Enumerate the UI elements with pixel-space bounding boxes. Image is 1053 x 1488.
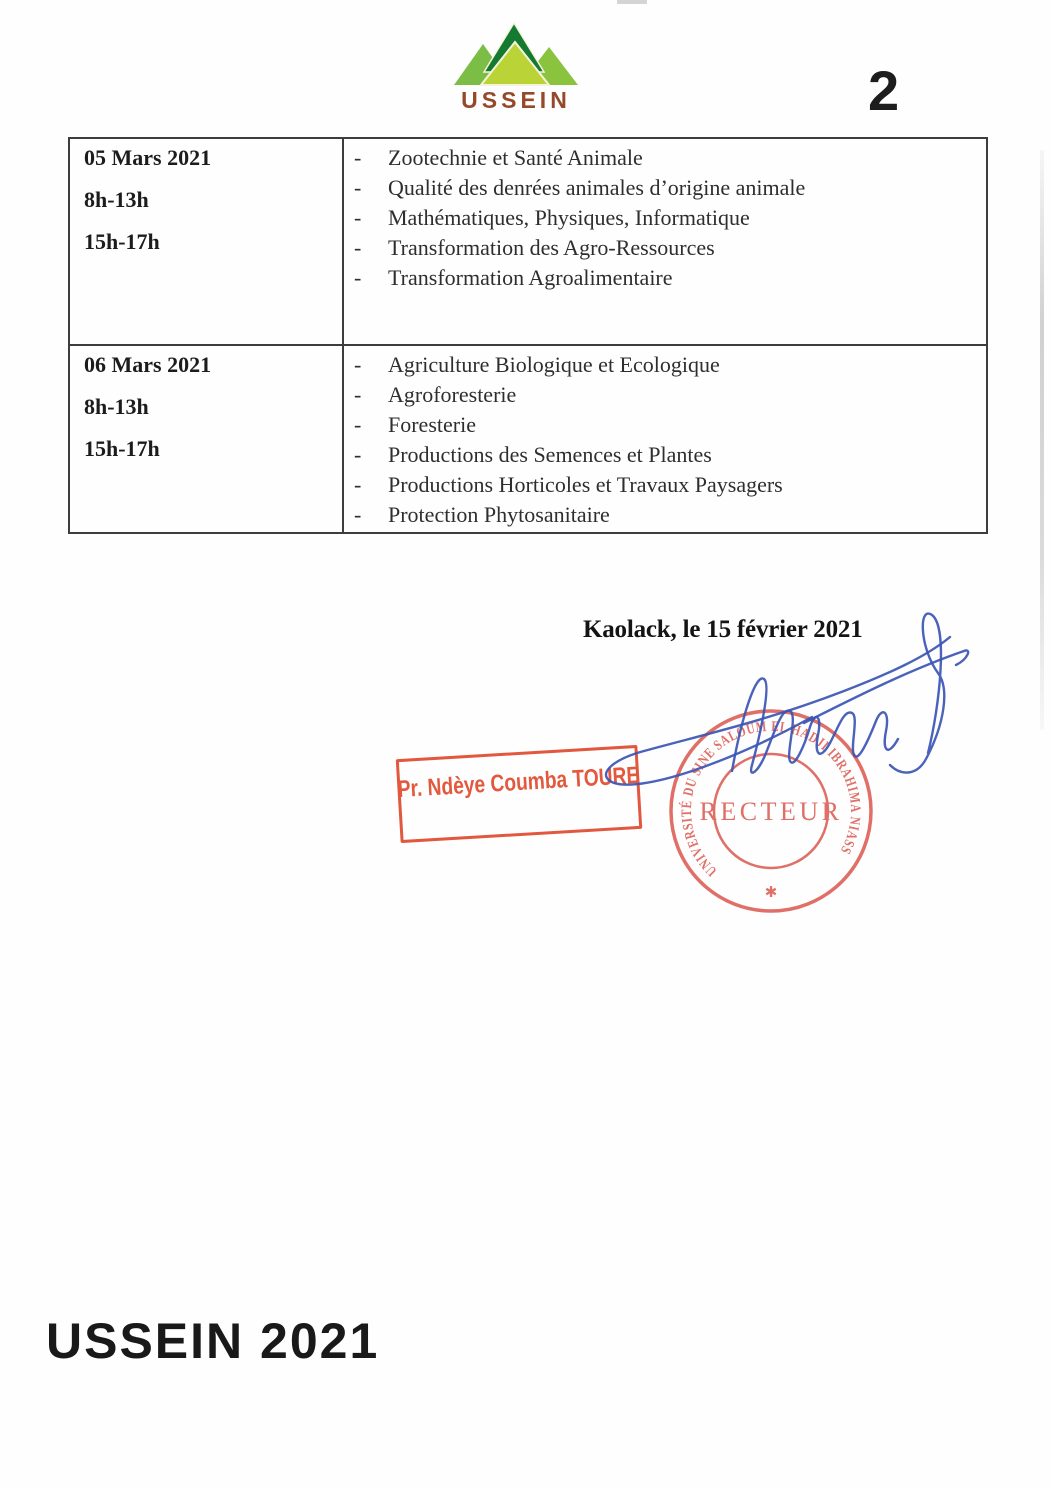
subject-label: Agroforesterie <box>388 382 517 407</box>
subject-label: Transformation Agroalimentaire <box>388 265 673 290</box>
subject-label: Productions Horticoles et Travaux Paysagers <box>388 472 783 497</box>
scan-artifact-top <box>617 0 647 4</box>
time-label: 15h-17h <box>84 436 160 461</box>
subject-label: Protection Phytosanitaire <box>388 502 610 527</box>
ussein-logo <box>446 22 586 114</box>
dateline: Kaolack, le 15 février 2021 <box>583 616 863 643</box>
dash-bullet: - <box>354 442 362 467</box>
dash-bullet: - <box>354 472 362 497</box>
dash-bullet: - <box>354 145 362 170</box>
dash-bullet: - <box>354 205 362 230</box>
table-row <box>69 345 987 533</box>
subject-label: Foresterie <box>388 412 476 437</box>
mountains-icon <box>454 22 578 86</box>
table-row <box>69 138 987 345</box>
subjects-cell <box>343 345 987 533</box>
footer-title: USSEIN 2021 <box>46 1313 380 1369</box>
scan-edge-shadow <box>1040 150 1044 730</box>
subject-label: Agriculture Biologique et Ecologique <box>388 352 720 377</box>
logo-caption: USSEIN <box>461 87 571 113</box>
subject-label: Qualité des denrées animales d’origine animale <box>388 175 806 200</box>
date-cell <box>69 345 343 533</box>
subject-item <box>350 440 986 470</box>
subject-label: Productions des Semences et Plantes <box>388 442 712 467</box>
stamp-center-text: RECTEUR <box>699 797 843 826</box>
dash-bullet: - <box>354 352 362 377</box>
subject-label: Zootechnie et Santé Animale <box>388 145 643 170</box>
time-label: 8h-13h <box>84 394 149 419</box>
time-label: 8h-13h <box>84 187 149 212</box>
subject-item <box>350 470 986 500</box>
time-label: 15h-17h <box>84 229 160 254</box>
page-number: 2 <box>868 59 900 122</box>
schedule-table <box>68 137 988 534</box>
dash-bullet: - <box>354 235 362 260</box>
stamp-star-icon: ✱ <box>764 885 778 901</box>
date-label: 06 Mars 2021 <box>84 352 212 377</box>
subject-item <box>350 500 986 530</box>
subject-item <box>350 380 986 410</box>
dash-bullet: - <box>354 382 362 407</box>
date-label: 05 Mars 2021 <box>84 145 212 170</box>
subject-item <box>350 410 986 440</box>
signature-ink <box>596 575 976 820</box>
dash-bullet: - <box>354 412 362 437</box>
dash-bullet: - <box>354 502 362 527</box>
subject-label: Transformation des Agro-Ressources <box>388 235 715 260</box>
dash-bullet: - <box>354 175 362 200</box>
subject-item <box>350 143 986 173</box>
subject-item <box>350 233 986 263</box>
subject-item <box>350 173 986 203</box>
date-cell <box>69 138 343 345</box>
subject-item <box>350 263 986 293</box>
dash-bullet: - <box>354 265 362 290</box>
name-stamp-label: Pr. Ndèye Coumba TOURE <box>396 761 640 804</box>
subject-item <box>350 350 986 380</box>
subject-item <box>350 203 986 233</box>
subject-label: Mathématiques, Physiques, Informatique <box>388 205 750 230</box>
stamp-ring-text: UNIVERSITÉ DU SINE SALOUM EL HADJI IBRAHIMA NIASS <box>678 718 864 880</box>
subjects-cell <box>343 138 987 345</box>
